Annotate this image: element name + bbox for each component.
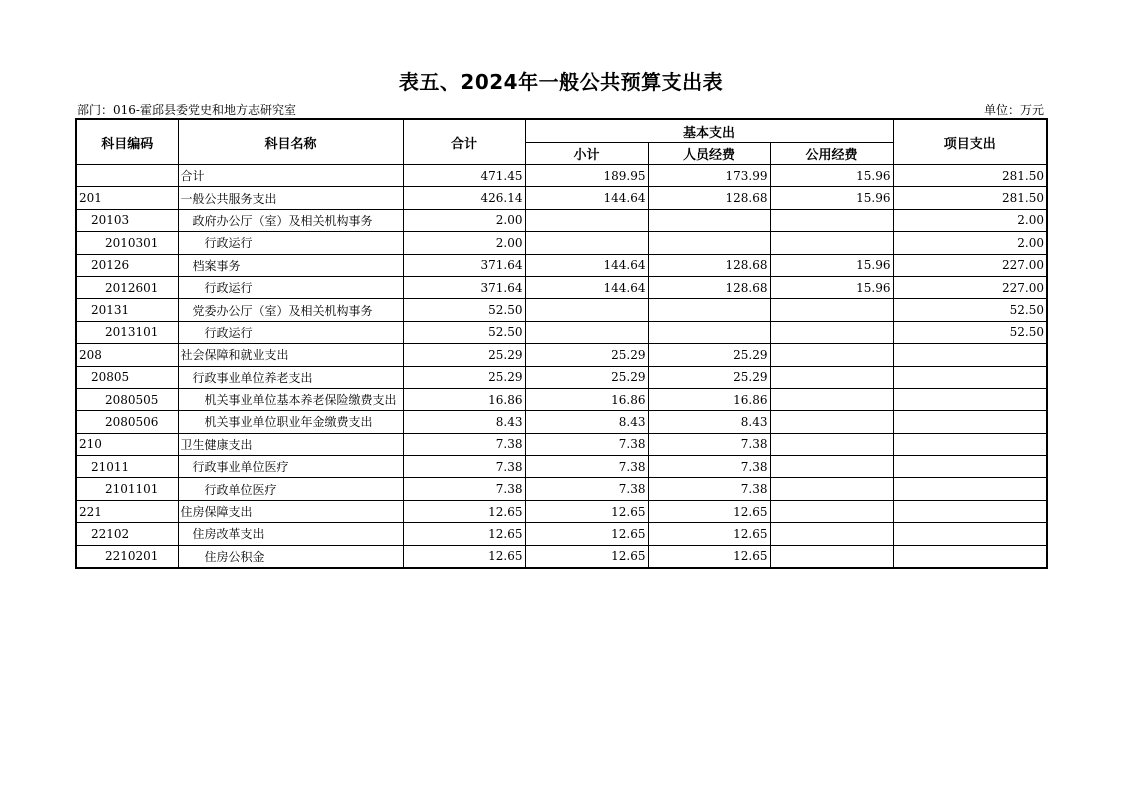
header-basic: 基本支出 bbox=[525, 119, 893, 143]
table-row bbox=[76, 388, 1047, 410]
row-public-cell bbox=[770, 209, 893, 231]
row-subtotal-cell: 25.29 bbox=[525, 366, 648, 388]
row-public-cell: 15.96 bbox=[770, 165, 893, 187]
row-personnel-cell: 12.65 bbox=[648, 500, 770, 522]
row-subtotal-cell: 7.38 bbox=[525, 478, 648, 500]
row-name-cell: 行政运行 bbox=[178, 276, 403, 298]
row-name-cell: 卫生健康支出 bbox=[178, 433, 403, 455]
table-row bbox=[76, 456, 1047, 478]
row-personnel-cell: 16.86 bbox=[648, 388, 770, 410]
row-code-cell: 2012601 bbox=[76, 276, 178, 298]
table-row bbox=[76, 523, 1047, 545]
row-personnel-cell: 128.68 bbox=[648, 254, 770, 276]
header-total: 合计 bbox=[403, 119, 525, 165]
row-project-cell bbox=[893, 411, 1047, 433]
row-public-cell bbox=[770, 232, 893, 254]
row-subtotal-cell: 12.65 bbox=[525, 523, 648, 545]
row-personnel-cell bbox=[648, 299, 770, 321]
table-row bbox=[76, 165, 1047, 187]
row-subtotal-cell bbox=[525, 209, 648, 231]
row-subtotal-cell: 7.38 bbox=[525, 456, 648, 478]
row-subtotal-cell: 12.65 bbox=[525, 545, 648, 568]
row-project-cell bbox=[893, 433, 1047, 455]
row-personnel-cell: 12.65 bbox=[648, 523, 770, 545]
unit-label: 单位：万元 bbox=[983, 103, 1044, 117]
row-code-cell: 2080506 bbox=[76, 411, 178, 433]
row-project-cell: 52.50 bbox=[893, 321, 1047, 343]
row-public-cell bbox=[770, 500, 893, 522]
row-total-cell: 2.00 bbox=[403, 209, 525, 231]
table-row bbox=[76, 433, 1047, 455]
row-subtotal-cell: 144.64 bbox=[525, 187, 648, 209]
row-public-cell bbox=[770, 478, 893, 500]
row-personnel-cell: 7.38 bbox=[648, 478, 770, 500]
row-public-cell bbox=[770, 366, 893, 388]
header-code: 科目编码 bbox=[76, 119, 178, 165]
row-public-cell bbox=[770, 344, 893, 366]
row-personnel-cell: 128.68 bbox=[648, 187, 770, 209]
row-subtotal-cell bbox=[525, 299, 648, 321]
row-project-cell bbox=[893, 545, 1047, 568]
row-total-cell: 8.43 bbox=[403, 411, 525, 433]
row-code-cell: 20131 bbox=[76, 299, 178, 321]
row-code-cell: 21011 bbox=[76, 456, 178, 478]
row-public-cell bbox=[770, 456, 893, 478]
row-code-cell bbox=[76, 165, 178, 187]
row-public-cell bbox=[770, 411, 893, 433]
table-row bbox=[76, 209, 1047, 231]
row-personnel-cell: 7.38 bbox=[648, 456, 770, 478]
row-public-cell bbox=[770, 299, 893, 321]
row-project-cell: 52.50 bbox=[893, 299, 1047, 321]
row-total-cell: 12.65 bbox=[403, 500, 525, 522]
row-total-cell: 7.38 bbox=[403, 433, 525, 455]
header-project: 项目支出 bbox=[893, 119, 1047, 165]
row-name-cell: 行政运行 bbox=[178, 232, 403, 254]
row-name-cell: 一般公共服务支出 bbox=[178, 187, 403, 209]
table-row bbox=[76, 366, 1047, 388]
row-project-cell bbox=[893, 366, 1047, 388]
table-row bbox=[76, 232, 1047, 254]
table-row bbox=[76, 500, 1047, 522]
row-total-cell: 16.86 bbox=[403, 388, 525, 410]
table-row bbox=[76, 299, 1047, 321]
row-subtotal-cell: 144.64 bbox=[525, 276, 648, 298]
row-name-cell: 政府办公厅（室）及相关机构事务 bbox=[178, 209, 403, 231]
row-code-cell: 208 bbox=[76, 344, 178, 366]
row-public-cell bbox=[770, 433, 893, 455]
row-name-cell: 合计 bbox=[178, 165, 403, 187]
row-total-cell: 12.65 bbox=[403, 545, 525, 568]
row-total-cell: 12.65 bbox=[403, 523, 525, 545]
row-personnel-cell: 7.38 bbox=[648, 433, 770, 455]
header-personnel: 人员经费 bbox=[648, 143, 770, 165]
row-code-cell: 2010301 bbox=[76, 232, 178, 254]
row-name-cell: 住房改革支出 bbox=[178, 523, 403, 545]
row-public-cell bbox=[770, 545, 893, 568]
row-public-cell bbox=[770, 321, 893, 343]
row-project-cell bbox=[893, 500, 1047, 522]
row-name-cell: 机关事业单位基本养老保险缴费支出 bbox=[178, 388, 403, 410]
row-subtotal-cell: 189.95 bbox=[525, 165, 648, 187]
row-subtotal-cell: 7.38 bbox=[525, 433, 648, 455]
row-code-cell: 201 bbox=[76, 187, 178, 209]
table-body bbox=[76, 165, 1047, 569]
row-personnel-cell bbox=[648, 321, 770, 343]
row-personnel-cell bbox=[648, 232, 770, 254]
row-name-cell: 行政事业单位养老支出 bbox=[178, 366, 403, 388]
row-total-cell: 52.50 bbox=[403, 299, 525, 321]
row-public-cell bbox=[770, 523, 893, 545]
row-subtotal-cell: 12.65 bbox=[525, 500, 648, 522]
row-total-cell: 52.50 bbox=[403, 321, 525, 343]
row-subtotal-cell: 25.29 bbox=[525, 344, 648, 366]
header-name: 科目名称 bbox=[178, 119, 403, 165]
row-personnel-cell: 12.65 bbox=[648, 545, 770, 568]
table-row bbox=[76, 344, 1047, 366]
row-total-cell: 371.64 bbox=[403, 254, 525, 276]
row-name-cell: 行政单位医疗 bbox=[178, 478, 403, 500]
row-project-cell bbox=[893, 456, 1047, 478]
row-total-cell: 25.29 bbox=[403, 344, 525, 366]
table-row bbox=[76, 411, 1047, 433]
row-personnel-cell: 173.99 bbox=[648, 165, 770, 187]
row-total-cell: 7.38 bbox=[403, 478, 525, 500]
row-total-cell: 25.29 bbox=[403, 366, 525, 388]
row-name-cell: 行政运行 bbox=[178, 321, 403, 343]
header-public: 公用经费 bbox=[770, 143, 893, 165]
row-project-cell: 2.00 bbox=[893, 209, 1047, 231]
row-name-cell: 住房公积金 bbox=[178, 545, 403, 568]
row-project-cell bbox=[893, 523, 1047, 545]
row-name-cell: 机关事业单位职业年金缴费支出 bbox=[178, 411, 403, 433]
row-name-cell: 行政事业单位医疗 bbox=[178, 456, 403, 478]
row-subtotal-cell bbox=[525, 232, 648, 254]
row-total-cell: 2.00 bbox=[403, 232, 525, 254]
page-title: 表五、2024年一般公共预算支出表 bbox=[398, 70, 724, 94]
row-total-cell: 371.64 bbox=[403, 276, 525, 298]
department-label: 部门：016-霍邱县委党史和地方志研究室 bbox=[77, 103, 296, 117]
table-row bbox=[76, 321, 1047, 343]
row-code-cell: 210 bbox=[76, 433, 178, 455]
row-project-cell: 227.00 bbox=[893, 254, 1047, 276]
row-public-cell: 15.96 bbox=[770, 187, 893, 209]
row-project-cell bbox=[893, 388, 1047, 410]
row-public-cell bbox=[770, 388, 893, 410]
row-personnel-cell: 25.29 bbox=[648, 366, 770, 388]
row-name-cell: 住房保障支出 bbox=[178, 500, 403, 522]
row-code-cell: 22102 bbox=[76, 523, 178, 545]
table-row bbox=[76, 276, 1047, 298]
row-project-cell: 281.50 bbox=[893, 187, 1047, 209]
row-personnel-cell: 25.29 bbox=[648, 344, 770, 366]
row-code-cell: 2013101 bbox=[76, 321, 178, 343]
budget-table bbox=[75, 118, 1048, 569]
row-subtotal-cell: 8.43 bbox=[525, 411, 648, 433]
row-project-cell: 281.50 bbox=[893, 165, 1047, 187]
row-name-cell: 党委办公厅（室）及相关机构事务 bbox=[178, 299, 403, 321]
row-total-cell: 7.38 bbox=[403, 456, 525, 478]
table-row bbox=[76, 187, 1047, 209]
table-row bbox=[76, 254, 1047, 276]
row-public-cell: 15.96 bbox=[770, 254, 893, 276]
row-personnel-cell bbox=[648, 209, 770, 231]
row-code-cell: 20103 bbox=[76, 209, 178, 231]
row-project-cell bbox=[893, 344, 1047, 366]
row-total-cell: 471.45 bbox=[403, 165, 525, 187]
row-code-cell: 20805 bbox=[76, 366, 178, 388]
row-code-cell: 2101101 bbox=[76, 478, 178, 500]
header-subtotal: 小计 bbox=[525, 143, 648, 165]
row-code-cell: 2080505 bbox=[76, 388, 178, 410]
row-code-cell: 20126 bbox=[76, 254, 178, 276]
row-personnel-cell: 8.43 bbox=[648, 411, 770, 433]
row-public-cell: 15.96 bbox=[770, 276, 893, 298]
row-name-cell: 档案事务 bbox=[178, 254, 403, 276]
row-subtotal-cell: 16.86 bbox=[525, 388, 648, 410]
row-personnel-cell: 128.68 bbox=[648, 276, 770, 298]
row-total-cell: 426.14 bbox=[403, 187, 525, 209]
row-subtotal-cell bbox=[525, 321, 648, 343]
row-code-cell: 2210201 bbox=[76, 545, 178, 568]
row-subtotal-cell: 144.64 bbox=[525, 254, 648, 276]
table-row bbox=[76, 478, 1047, 500]
row-project-cell bbox=[893, 478, 1047, 500]
row-project-cell: 227.00 bbox=[893, 276, 1047, 298]
table-row bbox=[76, 545, 1047, 568]
row-project-cell: 2.00 bbox=[893, 232, 1047, 254]
row-code-cell: 221 bbox=[76, 500, 178, 522]
row-name-cell: 社会保障和就业支出 bbox=[178, 344, 403, 366]
